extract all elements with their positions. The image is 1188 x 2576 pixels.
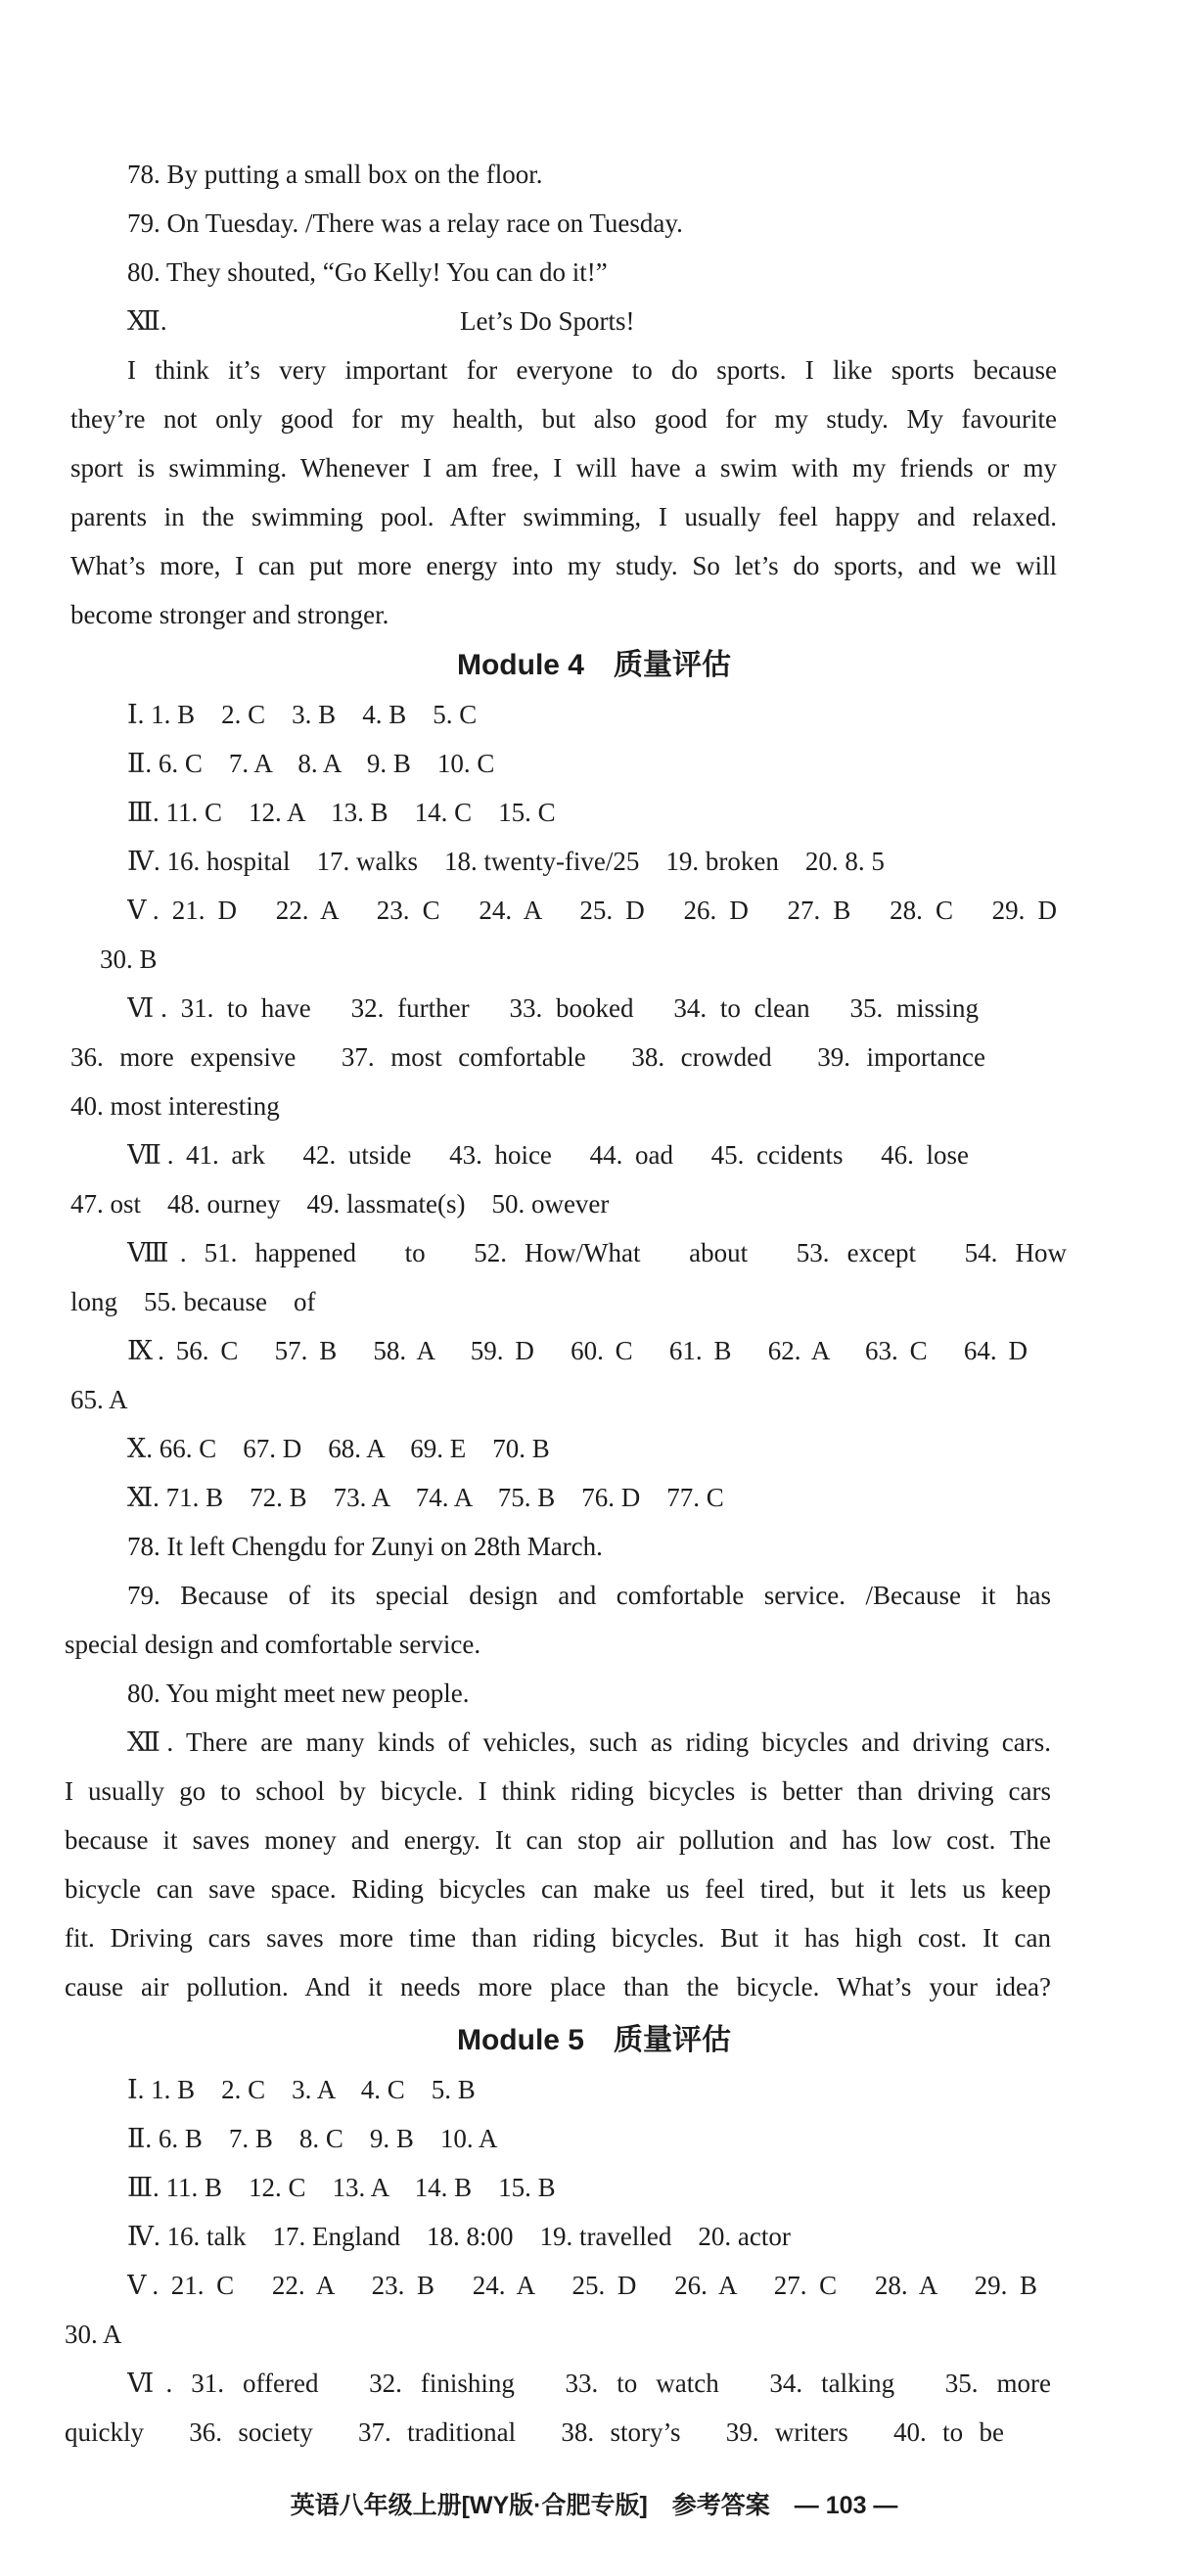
answer-78: 78. By putting a small box on the floor. [127, 160, 543, 189]
answer-line: Ⅰ. 1. B 2. C 3. A 4. C 5. B [127, 2075, 476, 2104]
module-4-heading: Module 4 质量评估 [456, 649, 731, 681]
answer-line: Ⅸ. 56. C 57. B 58. A 59. D 60. C 61. B 62. A 63. C 64. D [127, 1336, 1028, 1365]
answer-line: 47. ost 48. ourney 49. lassmate(s) 50. owever [70, 1189, 610, 1219]
answer-line: Ⅲ. 11. C 12. A 13. B 14. C 15. C [127, 798, 556, 827]
answer-line: Ⅷ. 51. happened to 52. How/What about 53. except 54. How [127, 1238, 1067, 1267]
answer-line: fit. Driving cars saves more time than riding bicycles. But it has high cost. It can [65, 1923, 1051, 1953]
answer-line: quickly 36. society 37. traditional 38. story’s 39. writers 40. to be [65, 2417, 1004, 2447]
answer-line: Ⅶ. 41. ark 42. utside 43. hoice 44. oad 45. ccidents 46. lose [127, 1140, 969, 1170]
answer-line: Ⅲ. 11. B 12. C 13. A 14. B 15. B [127, 2173, 556, 2202]
answer-79: 79. On Tuesday. /There was a relay race on Tuesday. [127, 208, 683, 238]
answer-line: Ⅻ. There are many kinds of vehicles, such as riding bicycles and driving cars. [127, 1727, 1051, 1757]
answer-line: Ⅳ. 16. talk 17. England 18. 8:00 19. travelled 20. actor [127, 2222, 791, 2251]
answer-line: I usually go to school by bicycle. I think riding bicycles is better than driving cars [65, 1776, 1051, 1806]
answer-line: 80. You might meet new people. [127, 1679, 470, 1708]
answer-line: Ⅳ. 16. hospital 17. walks 18. twenty-five/25 19. broken 20. 8. 5 [127, 847, 885, 876]
answer-line: 40. most interesting [70, 1091, 280, 1121]
module-5-heading: Module 5 质量评估 [456, 2024, 731, 2056]
answer-line: Ⅵ. 31. offered 32. finishing 33. to watch 34. talking 35. more [127, 2369, 1051, 2398]
answer-line: 30. A [65, 2320, 122, 2349]
answer-line: Ⅰ. 1. B 2. C 3. B 4. B 5. C [127, 700, 478, 729]
answer-line: bicycle can save space. Riding bicycles can make us feel tired, but it lets us keep [65, 1874, 1051, 1904]
answer-line: 30. B [100, 944, 158, 974]
essay-line: parents in the swimming pool. After swimming, I usually feel happy and relaxed. [70, 502, 1057, 531]
essay-line: sport is swimming. Whenever I am free, I will have a swim with my friends or my [70, 453, 1057, 483]
answer-line: long 55. because of [70, 1287, 316, 1316]
answer-line: Ⅴ. 21. C 22. A 23. B 24. A 25. D 26. A 27. C 28. A 29. B [127, 2271, 1037, 2300]
answer-line: Ⅱ. 6. C 7. A 8. A 9. B 10. C [127, 749, 495, 778]
essay-title: Let’s Do Sports! [460, 306, 635, 336]
answer-line: cause air pollution. And it needs more place than the bicycle. What’s your idea? [65, 1972, 1051, 2001]
answer-line: special design and comfortable service. [65, 1630, 481, 1659]
essay-line: they’re not only good for my health, but also good for my study. My favourite [70, 404, 1057, 434]
essay-line: I think it’s very important for everyone to do sports. I like sports because [127, 355, 1057, 385]
answer-line: Ⅴ. 21. D 22. A 23. C 24. A 25. D 26. D 27. B 28. C 29. D [127, 896, 1057, 925]
answer-line: because it saves money and energy. It can stop air pollution and has low cost. The [65, 1825, 1051, 1855]
answer-line: Ⅺ. 71. B 72. B 73. A 74. A 75. B 76. D 77. C [127, 1483, 724, 1512]
answer-80: 80. They shouted, “Go Kelly! You can do it!” [127, 257, 608, 287]
answer-line: 36. more expensive 37. most comfortable 38. crowded 39. importance [70, 1042, 985, 1072]
essay-line: become stronger and stronger. [70, 600, 389, 629]
answer-line: Ⅵ. 31. to have 32. further 33. booked 34. to clean 35. missing [127, 993, 979, 1023]
answer-line: Ⅹ. 66. C 67. D 68. A 69. E 70. B [127, 1434, 550, 1463]
answer-line: 65. A [70, 1385, 128, 1414]
essay-line: What’s more, I can put more energy into my study. So let’s do sports, and we will [70, 551, 1057, 580]
answer-line: Ⅱ. 6. B 7. B 8. C 9. B 10. A [127, 2124, 498, 2153]
page-footer: 英语八年级上册[WY版·合肥专版] 参考答案 — 103 — [290, 2492, 898, 2519]
answer-line: 79. Because of its special design and comfortable service. /Because it has [127, 1581, 1051, 1610]
writing-numeral: Ⅻ. [127, 306, 167, 336]
answer-line: 78. It left Chengdu for Zunyi on 28th March. [127, 1532, 603, 1561]
